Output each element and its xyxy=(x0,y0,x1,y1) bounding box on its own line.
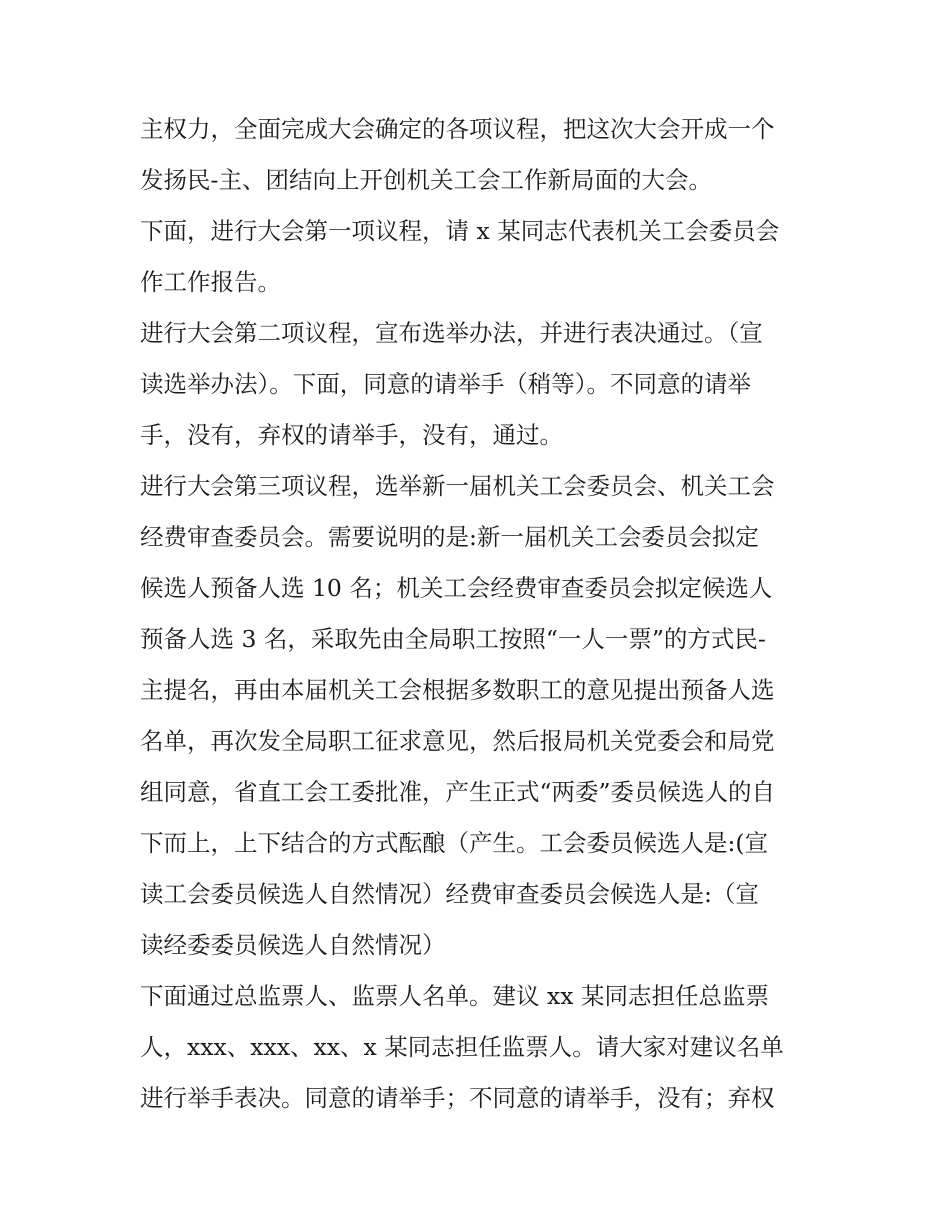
text-line: 人，xxx、xxx、xx、x 某同志担任监票人。请大家对建议名单 xyxy=(140,1033,784,1061)
text-line: 下面通过总监票人、监票人名单。建议 xx 某同志担任总监票 xyxy=(140,982,769,1010)
text-line: 进行大会第三项议程，选举新一届机关工会委员会、机关工会 xyxy=(140,472,775,500)
text-line: 手，没有，弃权的请举手，没有，通过。 xyxy=(140,421,563,449)
text-line: 读经委委员候选人自然情况） xyxy=(140,931,446,959)
text-line: 下而上，上下结合的方式酝酿（产生。工会委员候选人是:(宣 xyxy=(140,829,769,857)
text-line: 读工会委员候选人自然情况）经费审查委员会候选人是:（宣 xyxy=(140,880,759,908)
document-body xyxy=(140,104,820,1124)
text-line: 经费审查委员会。需要说明的是:新一届机关工会委员会拟定 xyxy=(140,523,759,551)
text-line: 发扬民-主、团结向上开创机关工会工作新局面的大会。 xyxy=(140,166,712,194)
text-line: 进行举手表决。同意的请举手；不同意的请举手，没有；弃权 xyxy=(140,1084,775,1112)
text-line: 下面，进行大会第一项议程，请 x 某同志代表机关工会委员会 xyxy=(140,217,780,245)
text-line: 作工作报告。 xyxy=(140,268,281,296)
text-line: 预备人选 3 名，采取先由全局职工按照“一人一票”的方式民- xyxy=(140,625,766,653)
text-line: 主提名，再由本届机关工会根据多数职工的意见提出预备人选 xyxy=(140,676,775,704)
text-line: 进行大会第二项议程，宣布选举办法，并进行表决通过。（宣 xyxy=(140,319,763,347)
text-line: 读选举办法）。下面，同意的请举手（稍等）。不同意的请举 xyxy=(140,370,751,398)
text-line: 候选人预备人选 10 名；机关工会经费审查委员会拟定候选人 xyxy=(140,574,773,602)
text-line: 主权力，全面完成大会确定的各项议程，把这次大会开成一个 xyxy=(140,115,775,143)
text-line: 名单，再次发全局职工征求意见，然后报局机关党委会和局党 xyxy=(140,727,775,755)
text-line: 组同意，省直工会工委批准，产生正式“两委”委员候选人的自 xyxy=(140,778,776,806)
